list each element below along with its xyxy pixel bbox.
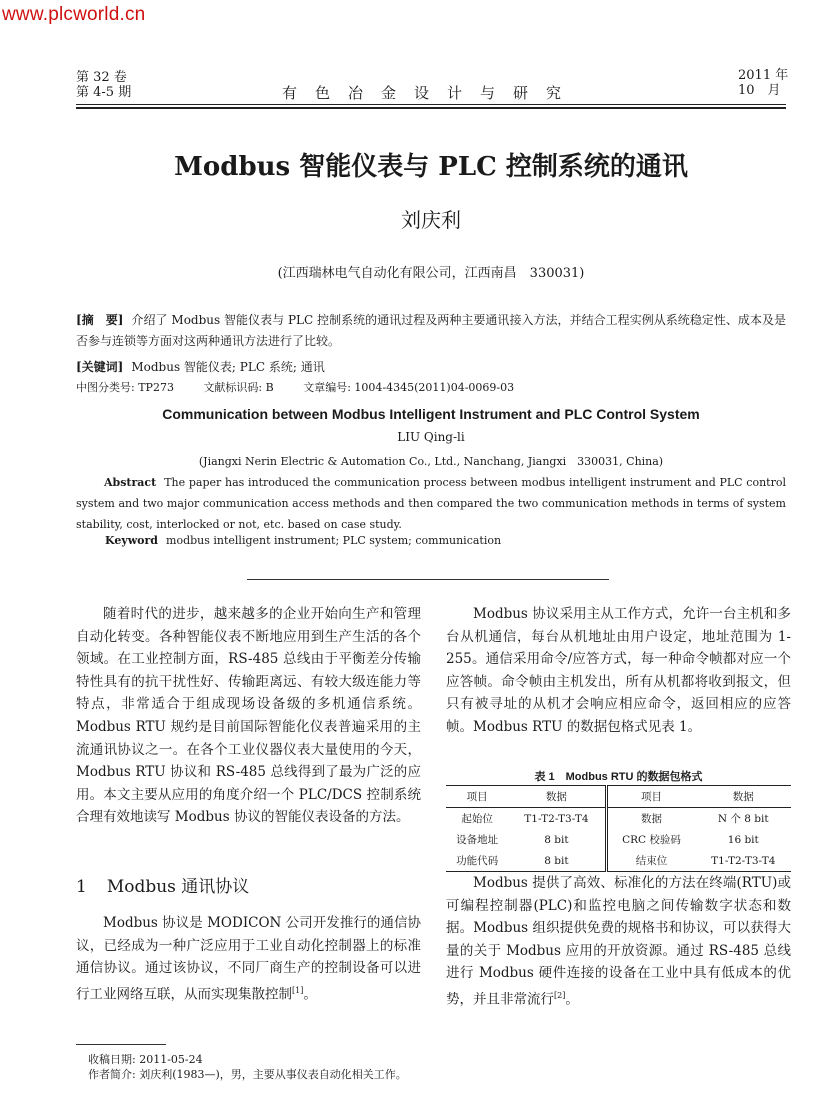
table-cell: 起始位 bbox=[461, 813, 493, 825]
table-row bbox=[446, 850, 791, 872]
table-caption: 表 1 Modbus RTU 的数据包格式 bbox=[534, 771, 703, 783]
english-keyword-text: modbus intelligent instrument; PLC system; communication bbox=[166, 534, 502, 547]
english-keywords bbox=[105, 534, 501, 547]
keywords-label: [关键词] bbox=[76, 360, 124, 374]
issue-info bbox=[76, 70, 131, 100]
date-info bbox=[738, 68, 788, 98]
right-p2-text: Modbus 提供了高效、标准化的方法在终端(RTU)或可编程控制器(PLC)和监控电脑之间传输数字状态和数据。Modbus 组织提供免费的规格书和协议，可以获得大量的关于 Modbus 应用的开放资源。通过 RS-485 总线进行 Modbus 硬件连接的设备在工业中具有低成本的优势，并且非常流行 bbox=[446, 875, 791, 1008]
table-cell: 功能代码 bbox=[446, 850, 508, 872]
table-row bbox=[446, 829, 791, 850]
clc-number: 中图分类号: TP273 bbox=[76, 381, 174, 394]
author-bio: 作者简介: 刘庆利(1983—)，男，主要从事仪表自动化相关工作。 bbox=[88, 1068, 407, 1081]
section1-end: 。 bbox=[303, 986, 317, 1003]
table-header-cell: 项目 bbox=[606, 786, 696, 808]
english-author: LIU Qing-li bbox=[397, 430, 465, 444]
table-cell: CRC 校验码 bbox=[622, 834, 681, 846]
received-date: 收稿日期: 2011-05-24 bbox=[88, 1053, 203, 1066]
right-paragraph-2 bbox=[446, 872, 791, 1011]
table-cell: 设备地址 bbox=[456, 834, 499, 846]
watermark: www.plcworld.cn bbox=[2, 4, 146, 25]
table-cell: 16 bit bbox=[727, 833, 759, 846]
footnote-rule bbox=[76, 1044, 166, 1045]
english-abstract bbox=[76, 472, 786, 535]
section-title: Modbus 通讯协议 bbox=[106, 877, 250, 897]
table-cell: 数据 bbox=[641, 813, 663, 825]
abstract-label: [摘 要] bbox=[76, 313, 124, 327]
table-header-cell: 项目 bbox=[446, 786, 508, 808]
paper-title: Modbus 智能仪表与 PLC 控制系统的通讯 bbox=[174, 152, 688, 182]
english-title: Communication between Modbus Intelligent Instrument and PLC Control System bbox=[162, 406, 700, 422]
abstract-cn bbox=[76, 310, 786, 352]
issue: 第 4-5 期 bbox=[76, 85, 132, 100]
section1-text: Modbus 协议是 MODICON 公司开发推行的通信协议，已经成为一种广泛应用于工业自动化控制器上的标准通信协议。通过该协议，不同厂商生产的控制设备可以进行工业网络互联，从而实现集散控制 bbox=[76, 915, 421, 1003]
table-cell: 结束位 bbox=[606, 850, 696, 872]
section-divider bbox=[247, 579, 609, 580]
year: 2011 年 bbox=[738, 68, 789, 83]
header-rule bbox=[76, 104, 786, 105]
keywords-text: Modbus 智能仪表; PLC 系统; 通讯 bbox=[131, 360, 325, 374]
citation-ref: [1] bbox=[292, 985, 304, 995]
right-p2-end: 。 bbox=[565, 991, 579, 1008]
table-header-cell: 数据 bbox=[696, 786, 791, 808]
table-cell: T1-T2-T3-T4 bbox=[696, 850, 791, 872]
keywords-cn bbox=[76, 358, 325, 375]
english-keyword-label: Keyword bbox=[105, 534, 159, 547]
affiliation: (江西瑞林电气自动化有限公司，江西南昌 330031) bbox=[277, 266, 585, 281]
footnote bbox=[88, 1052, 407, 1082]
right-paragraph-1: Modbus 协议采用主从工作方式，允许一台主机和多台从机通信，每台从机地址由用户设定，地址范围为 1-255。通信采用命令/应答方式，每一种命令帧都对应一个应答帧。命令帧由主机发出，所有从机都将收到报文，但只有被寻址的从机才会响应相应命令，返回相应的应答帧。Modbus RTU 的数据包格式见表 1。 bbox=[446, 606, 791, 735]
table-cell: N 个 8 bit bbox=[717, 813, 769, 825]
table-header-row bbox=[446, 786, 791, 808]
author: 刘庆利 bbox=[401, 208, 461, 232]
journal-name: 有色冶金设计与研究 bbox=[282, 84, 580, 102]
classification-line bbox=[76, 379, 540, 395]
intro-paragraph: 随着时代的进步，越来越多的企业开始向生产和管理自动化转变。各种智能仪表不断地应用到生产生活的各个领域。在工业控制方面，RS-485 总线由于平衡差分传输特性具有的抗干扰性好、传输距离远、有较大级连能力等特点，非常适合于组成现场设备级的多机通信系统。Modbus RTU 规约是目前国际智能化仪表普遍采用的主流通讯协议之一。在各个工业仪器仪表大量使用的今天，Modbus RTU 协议和 RS-485 总线得到了最为广泛的应用。本文主要从应用的角度介绍一个 PLC/DCS 控制系统合理有效地读写 Modbus 协议的智能仪表设备的方法。 bbox=[76, 606, 421, 826]
section1-paragraph bbox=[76, 912, 421, 1006]
section-heading bbox=[76, 872, 249, 897]
article-number: 文章编号: 1004-4345(2011)04-0069-03 bbox=[303, 381, 515, 394]
table-header-cell: 数据 bbox=[508, 786, 606, 808]
table-cell: 8 bit bbox=[508, 829, 606, 850]
abstract-text: 介绍了 Modbus 智能仪表与 PLC 控制系统的通讯过程及两种主要通讯接入方法，并结合工程实例从系统稳定性、成本及是否参与连锁等方面对这两种通讯方法进行了比较。 bbox=[76, 313, 787, 348]
document-code: 文献标识码: B bbox=[203, 381, 274, 394]
english-abstract-label: Abstract bbox=[104, 476, 157, 489]
volume: 第 32 卷 bbox=[76, 70, 127, 85]
citation-ref: [2] bbox=[554, 990, 566, 1000]
table-row bbox=[446, 808, 791, 830]
month: 10 月 bbox=[738, 83, 781, 98]
table-cell: 8 bit bbox=[508, 850, 606, 872]
english-abstract-text: The paper has introduced the communication process between modbus intelligent instrument and PLC control system and two major communication access methods and then compared the two communication methods in terms of system stability, cost, interlocked or not, etc. based on case study. bbox=[76, 476, 786, 531]
table-cell: T1-T2-T3-T4 bbox=[508, 808, 606, 830]
english-affiliation: (Jiangxi Nerin Electric & Automation Co., Ltd., Nanchang, Jiangxi 330031, China) bbox=[198, 455, 664, 468]
header-rule-thick bbox=[76, 107, 786, 109]
section-number: 1 bbox=[76, 877, 87, 897]
rtu-format-table bbox=[446, 785, 791, 872]
